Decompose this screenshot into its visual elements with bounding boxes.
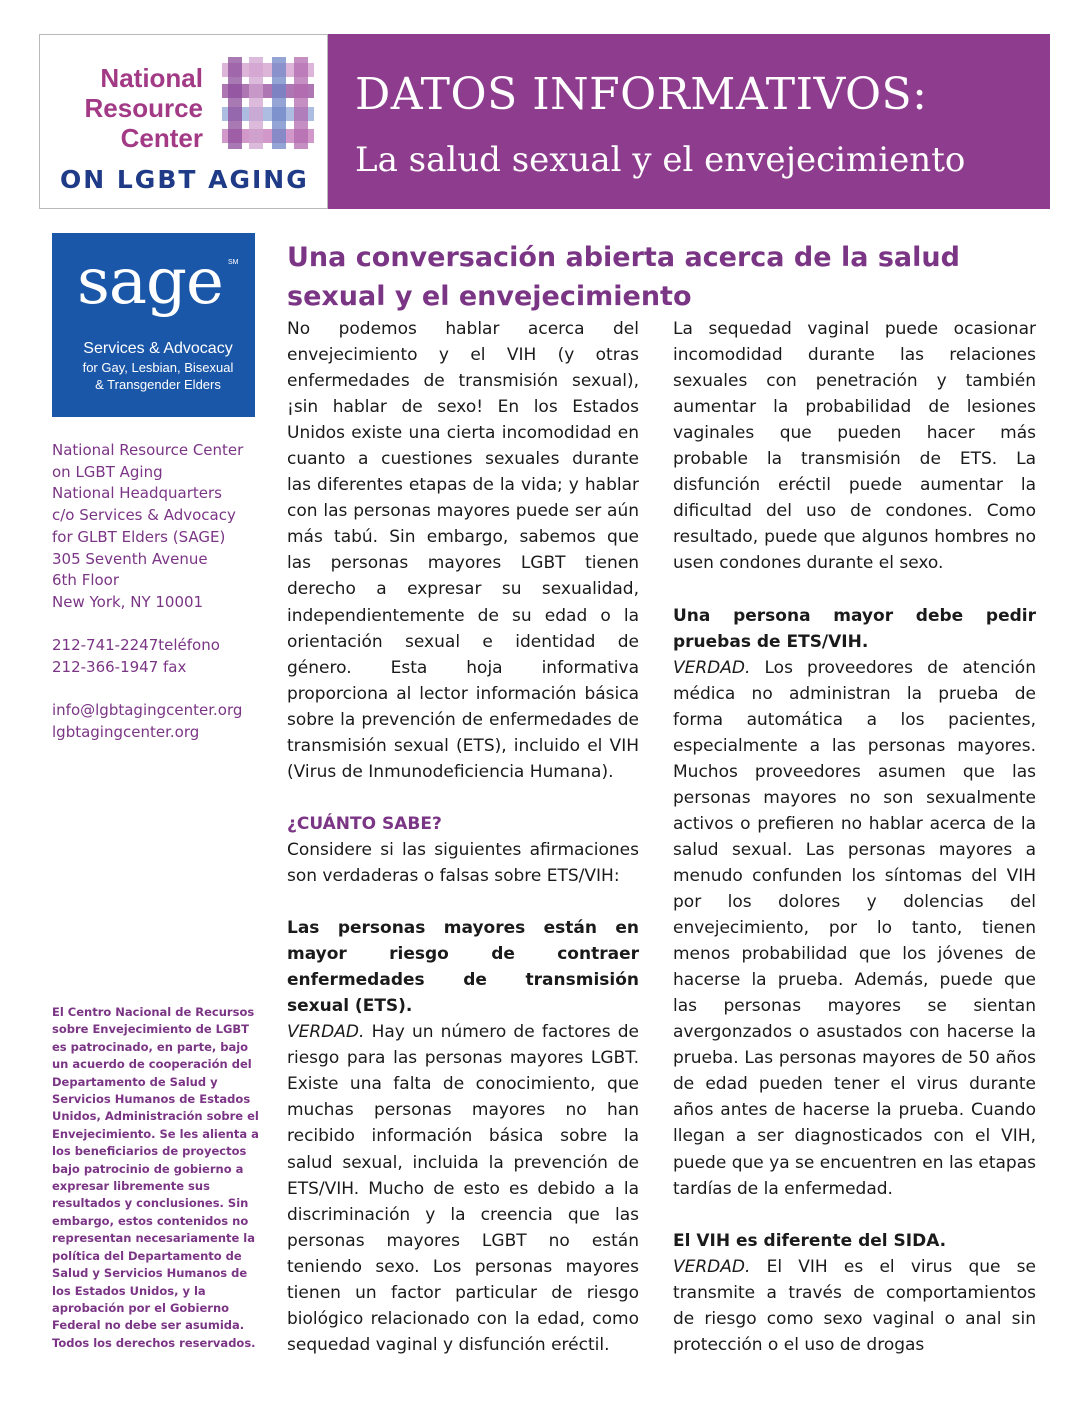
lgbt-weave-icon xyxy=(222,57,314,149)
question-1-continued: La sequedad vaginal puede ocasionar incomodidad durante las relaciones sexuales con penetración y también aumentar la probabilidad de lesiones vaginales que pueden hacer más probable la transmisión de ETS. La disfunción eréctil puede aumentar la dificultad del uso de condones. Como resultado, puede que algunos hombres no usen condones durante el sexo. xyxy=(673,319,1036,574)
page-header xyxy=(39,34,1050,209)
sage-tagline-1: Services & Advocacy xyxy=(83,340,233,357)
quiz-intro: Considere si las siguientes afirmaciones son verdaderas o falsas sobre ETS/VIH: xyxy=(287,839,639,886)
right-column xyxy=(673,316,1036,1358)
address-line: National Headquarters xyxy=(52,484,222,503)
sage-wordmark: sage xyxy=(77,245,223,319)
question-2-title: Una persona mayor debe pedir pruebas de ETS/VIH. xyxy=(673,605,1036,652)
question-2-answer xyxy=(673,655,1036,1202)
question-1-title: Las personas mayores están en mayor riesgo de contraer enfermedades de transmisión sexual (ETS). xyxy=(287,918,639,1017)
logo-subtitle: ON LGBT AGING xyxy=(60,165,309,194)
nrc-logo-wordmark xyxy=(60,63,203,153)
email-link[interactable]: info@lgbtagingcenter.org xyxy=(52,701,243,720)
page-subtitle: La salud sexual y el envejecimiento xyxy=(355,140,966,180)
address-line: for GLBT Elders (SAGE) xyxy=(52,527,226,546)
website-link[interactable]: lgbtagingcenter.org xyxy=(52,723,200,742)
funding-disclaimer: El Centro Nacional de Recursos sobre Envejecimiento de LGBT es patrocinado, en parte, bajo un acuerdo de cooperación del Departamento de Salud y Servicios Humanos de Estados Unidos, Administración sobre el Envejecimiento. Se les alienta a los beneficiarios de proyectos bajo patrocinio de gobierno a expresar libremente sus resultados y conclusiones. Sin embargo, estos contenidos no representan necesariamente la política del Departamento de Salud y Servicios Humanos de los Estados Unidos, y la aprobación por el Gobierno Federal no debe ser asumida. Todos los derechos reservados. xyxy=(52,1005,259,1350)
question-1-answer xyxy=(287,1019,639,1358)
left-column xyxy=(287,316,639,1358)
address-line: New York, NY 10001 xyxy=(52,592,204,611)
sage-tagline-2: for Gay, Lesbian, Bisexual xyxy=(82,360,234,375)
logo-line-2: Resource xyxy=(84,93,203,123)
section-heading: Una conversación abierta acerca de la salud sexual y el envejecimiento xyxy=(287,242,960,312)
sage-logo xyxy=(52,233,255,417)
address-line: c/o Services & Advocacy xyxy=(52,506,236,525)
title-banner xyxy=(328,34,1050,209)
logo-line-1: National xyxy=(100,63,203,93)
fax-number: 212-366-1947 fax xyxy=(52,658,187,677)
address-line: 305 Seventh Avenue xyxy=(52,549,208,568)
phone-number: 212-741-2247teléfono xyxy=(52,636,220,655)
question-3-answer xyxy=(673,1254,1036,1358)
logo-line-3: Center xyxy=(120,123,203,153)
service-mark: SM xyxy=(228,259,239,266)
address-line: on LGBT Aging xyxy=(52,462,163,481)
question-3-text: El VIH es el virus que se transmite a través de comportamientos de riesgo como sexo vaginal o anal sin protección o el uso de drogas xyxy=(673,1256,1036,1355)
question-1-verdict: VERDAD. xyxy=(287,1022,365,1043)
nrc-logo xyxy=(39,34,328,209)
sage-tagline xyxy=(68,339,248,393)
page-title: DATOS INFORMATIVOS: xyxy=(355,69,928,120)
question-2-text: Los proveedores de atención médica no administran la prueba de forma automática a los pacientes, especialmente a las personas mayores. Muchos proveedores asumen que las personas mayores no son sexualmente activos o prefieren no hablar acerca de la salud sexual. Las personas mayores a menudo confunden los síntomas del VIH por los dolores y dolencias del envejecimiento, por lo tanto, tienen menos probabilidad que los jóvenes de hacerse la prueba. Además, puede que las personas mayores se sientan avergonzados o asustados con hacerse la prueba. Las personas mayores de 50 años de edad pueden tener el virus durante años antes de hacerse la prueba. Cuando llegan a ser diagnosticados con el VIH, puede que ya se encuentren en las etapas tardías de la enfermedad. xyxy=(673,657,1036,1199)
question-3-verdict: VERDAD. xyxy=(673,1256,751,1277)
question-1-text: Hay un número de factores de riesgo para las personas mayores LGBT. Existe una falta de conocimiento, que muchas personas mayores no han recibido información básica sobre la salud sexual, incluida la prevención de ETS/VIH. Mucho de esto es debido a la discriminación y la creencia que las personas mayores LGBT no están teniendo sexo. Los personas mayores tienen un factor particular de riesgo biológico relacionado con la edad, como sequedad vaginal y disfunción eréctil. xyxy=(287,1022,639,1355)
contact-address xyxy=(52,440,243,744)
sage-tagline-3: & Transgender Elders xyxy=(95,377,221,392)
address-line: National Resource Center xyxy=(52,441,244,459)
intro-paragraph: No podemos hablar acerca del envejecimiento y el VIH (y otras enfermedades de transmisión sexual), ¡sin hablar de sexo! En los Estados Unidos existe una cierta incomodidad en cuanto a cuestiones sexuales durante las diferentes etapas de la vida; y hablar con las personas mayores puede ser aún más tabú. Sin embargo, sabemos que las personas mayores LGBT tienen derecho a expresar su sexualidad, independientemente de su edad o la orientación sexual e identidad de género. Esta hoja informativa proporciona al lector información básica sobre la prevención de enfermedades de transmisión sexual (ETS), incluido el VIH (Virus de Inmunodeficiencia Humana). xyxy=(287,319,639,782)
address-line: 6th Floor xyxy=(52,571,120,590)
question-3-title: El VIH es diferente del SIDA. xyxy=(673,1230,947,1251)
question-2-verdict: VERDAD. xyxy=(673,657,751,678)
quiz-heading: ¿CUÁNTO SABE? xyxy=(287,813,442,834)
